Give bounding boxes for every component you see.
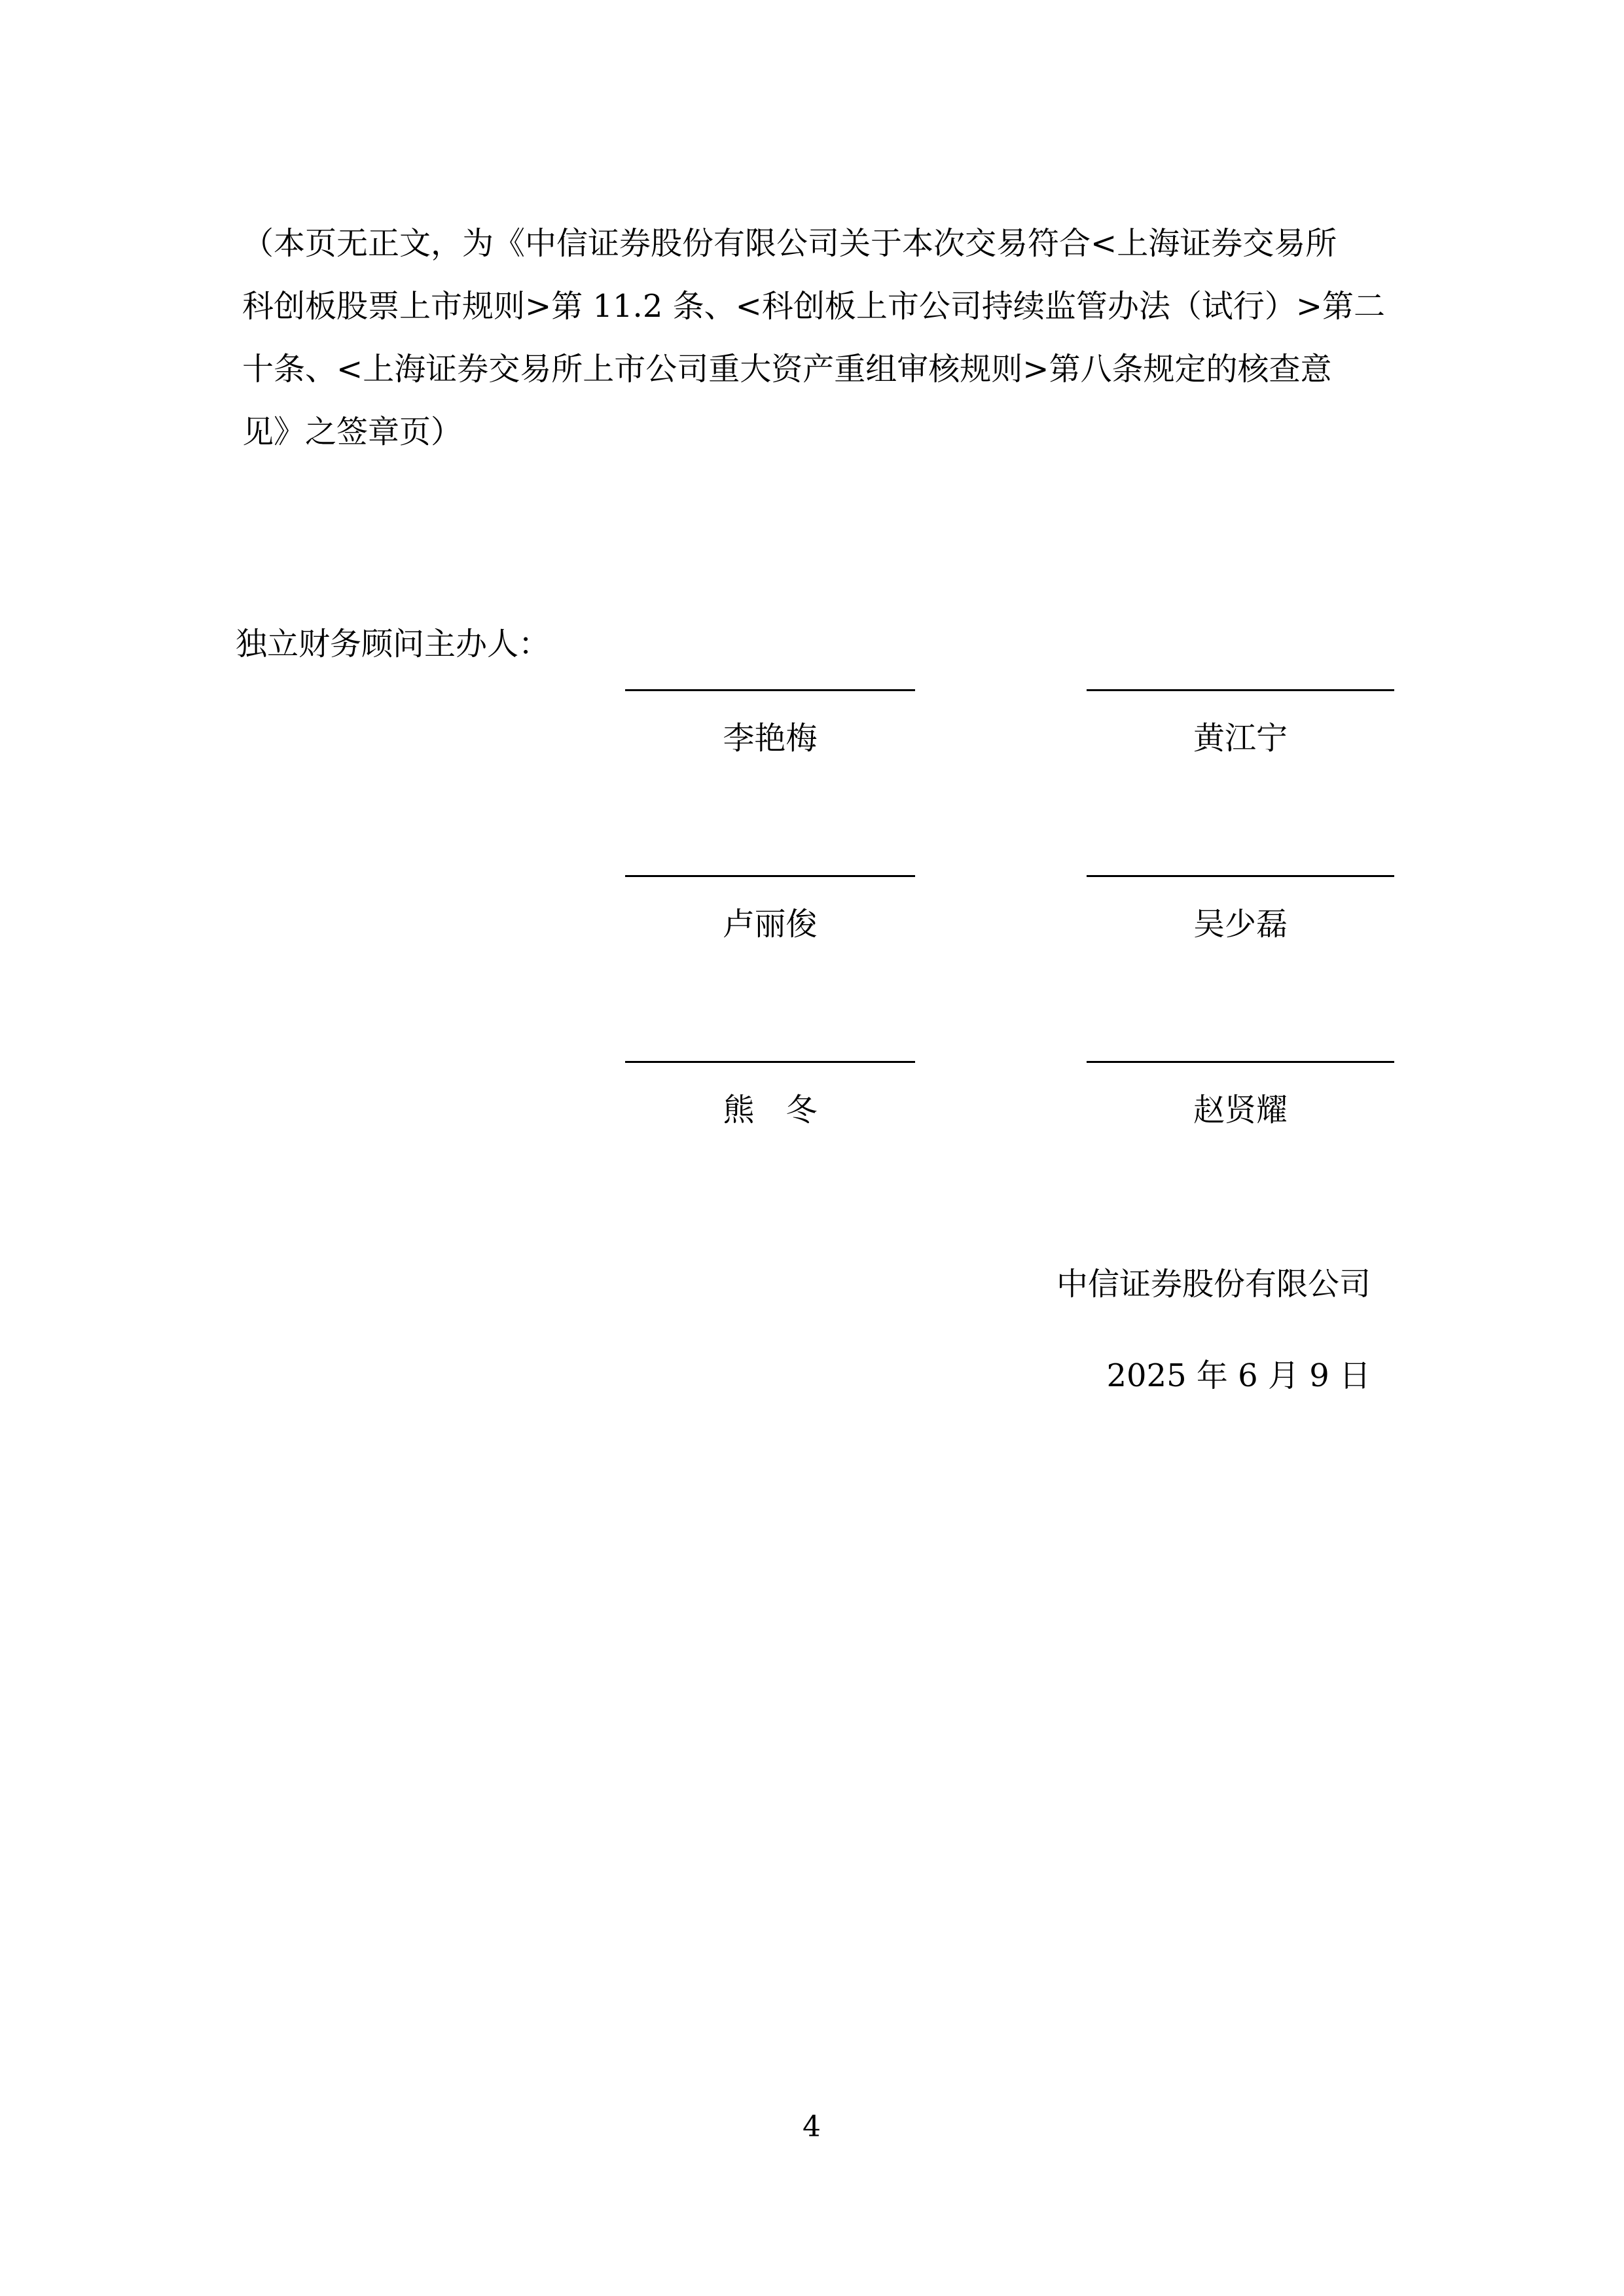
- page-number: 4: [803, 2110, 821, 2144]
- signature-line: [1087, 1061, 1394, 1063]
- signature-line: [625, 875, 915, 877]
- signatory-name: 熊 冬: [723, 1092, 818, 1128]
- company-name: 中信证券股份有限公司: [1056, 1266, 1371, 1302]
- signatory-name: 黄江宁: [1193, 720, 1288, 757]
- signature-line: [625, 689, 915, 691]
- intro-line-1: （本页无正文，为《中信证券股份有限公司关于本次交易符合<上海证券交易所: [242, 225, 1337, 262]
- signatory-name: 赵贤耀: [1193, 1092, 1288, 1128]
- signatory-name: 李艳梅: [723, 720, 818, 757]
- intro-line-2: 科创板股票上市规则>第 11.2 条、<科创板上市公司持续监管办法（试行）>第二: [242, 288, 1386, 325]
- signatory-name: 吴少磊: [1193, 906, 1288, 942]
- signature-line: [625, 1061, 915, 1063]
- signature-line: [1087, 689, 1394, 691]
- signatory-name: 卢丽俊: [723, 906, 818, 942]
- signatories-label: 独立财务顾问主办人：: [236, 626, 550, 662]
- signature-line: [1087, 875, 1394, 877]
- signing-date: 2025 年 6 月 9 日: [1106, 1357, 1371, 1394]
- intro-line-4: 见》之签章页）: [242, 414, 463, 450]
- intro-line-3: 十条、<上海证券交易所上市公司重大资产重组审核规则>第八条规定的核查意: [242, 351, 1332, 387]
- intro-paragraph: [242, 220, 1386, 471]
